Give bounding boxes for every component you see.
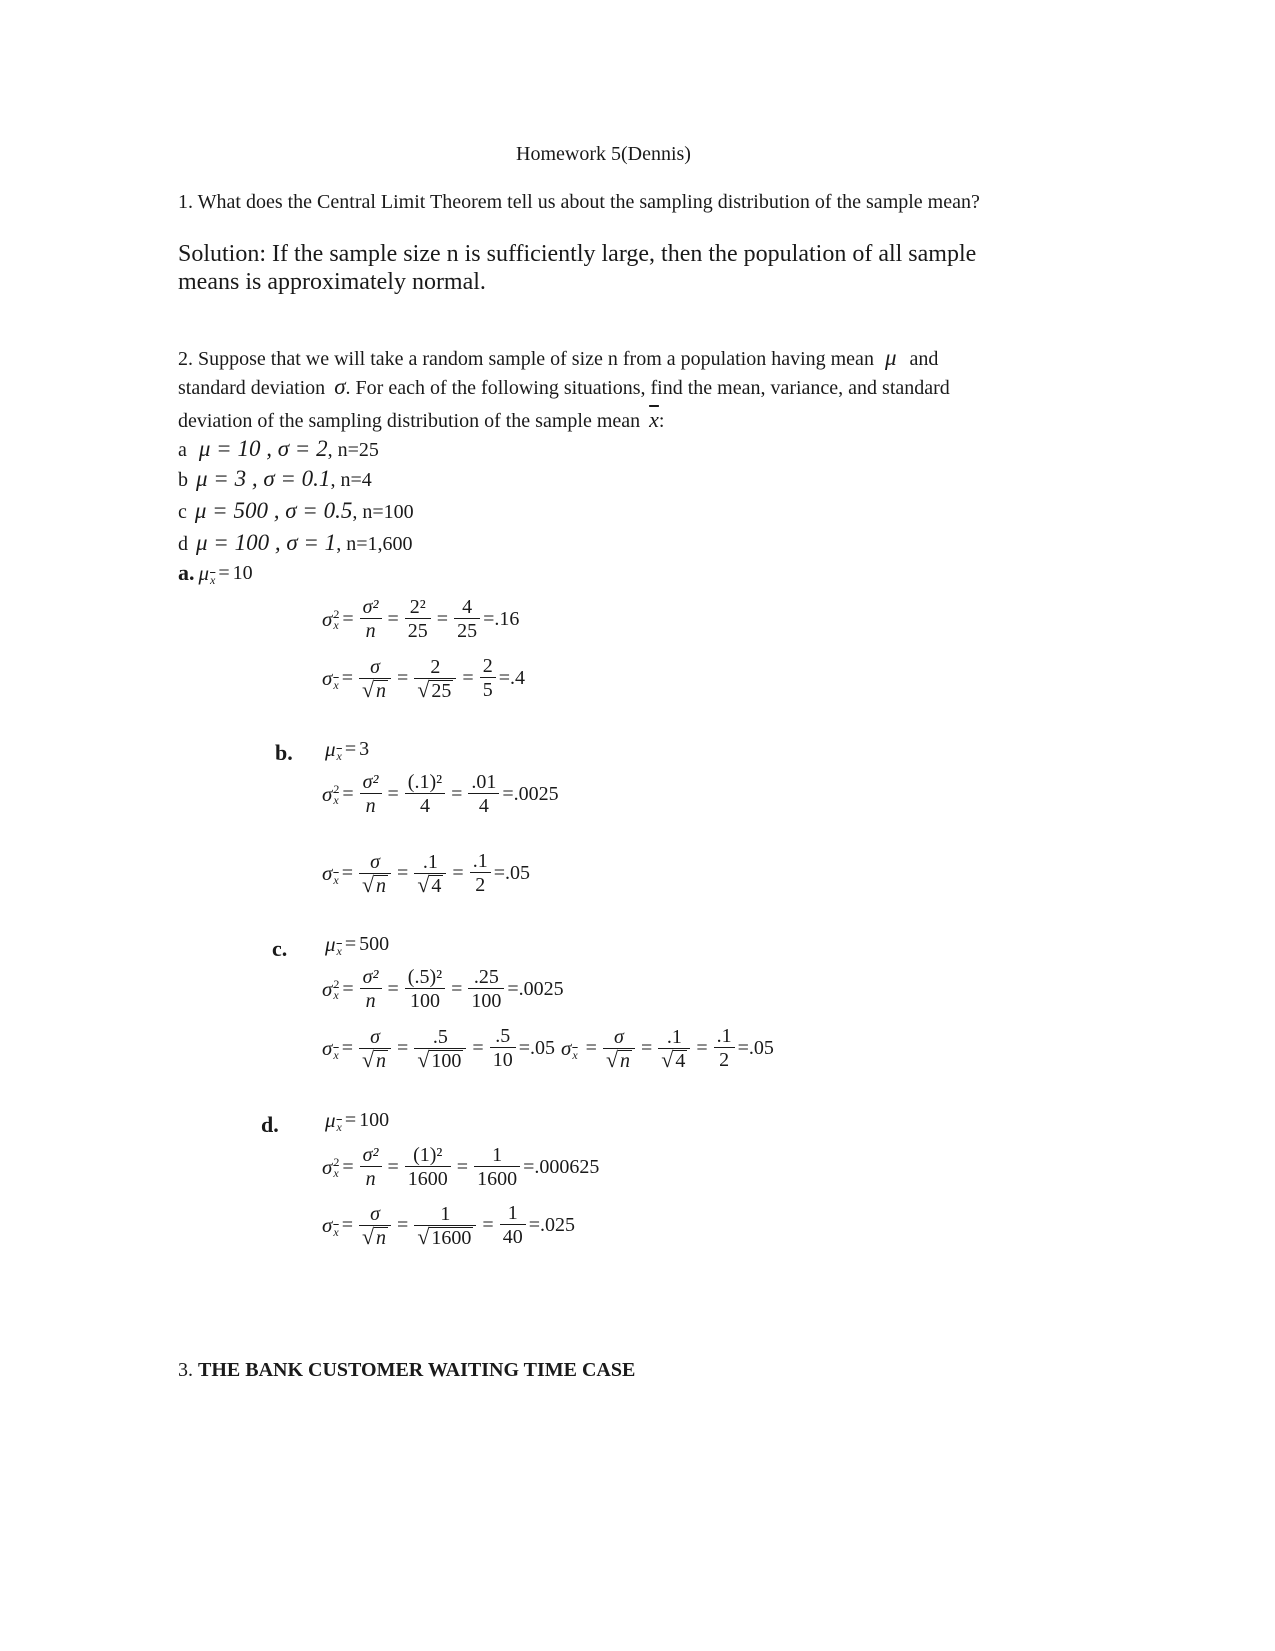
question-3-heading: 3. THE BANK CUSTOMER WAITING TIME CASE	[178, 1359, 636, 1381]
question-1: 1. What does the Central Limit Theorem tell us about the sampling distribution of the sample mean?	[178, 191, 980, 213]
question-2-line-3: deviation of the sampling distribution of the sample mean $\overline{x}$:	[178, 407, 665, 432]
answer-b-sd: σ $\overline{x}$ = σ √ n = .1 √ 4 = $\frac{.1}{2}$ =.05	[322, 850, 530, 897]
case-a: a μ = 10 , σ = 2, n=25	[178, 436, 379, 461]
answer-a-mean: a. μ $\overline{x}$ = 10	[178, 560, 253, 587]
question-2-line-1: 2. Suppose that we will take a random sample of size n from a population having mean μ and	[178, 345, 939, 370]
question-2-line-2: standard deviation σ. For each of the following situations, find the mean, variance, and standard	[178, 374, 950, 399]
page-title: Homework 5(Dennis)	[516, 143, 691, 165]
solution-line-1: Solution: If the sample size n is sufficiently large, then the population of all sample	[178, 241, 977, 267]
case-c: c μ = 500 , σ = 0.5, n=100	[178, 498, 414, 523]
answer-c-sd: σ $\overline{x}$ = σ √ n = .5 √ 100 = $\frac{.5}{10}$ =.05 σ $\overline{x}$ = σ √ n = .1 √ 4 = $\frac{.1}{2}$ =.05	[322, 1025, 774, 1072]
answer-a-sd: σ $\overline{x}$ = σ √ n = 2 √ 25 = $\frac{2}{5}$ =.4	[322, 655, 525, 702]
answer-b-variance: σ $\frac{2}{x}$ = $\frac{\text{σ²}}{n}$ = $\frac{\text{(.1)²}}{4}$ = $\frac{.01}{4}$ =.0025	[322, 771, 559, 817]
mu-symbol: μ	[884, 345, 897, 370]
answer-d-variance: σ $\frac{2}{x}$ = $\frac{\text{σ²}}{n}$ = $\frac{\text{(1)²}}{1600}$ = $\frac{1}{1600}$ =.000625	[322, 1144, 600, 1190]
answer-d-label: d.	[261, 1112, 279, 1137]
case-d: d μ = 100 , σ = 1, n=1,600	[178, 530, 413, 555]
answer-c-label: c.	[272, 936, 288, 961]
answer-d-mean: μ $\overline{x}$ = 100	[325, 1108, 390, 1134]
answer-b-label: b.	[275, 740, 293, 765]
answer-c-variance: σ $\frac{2}{x}$ = $\frac{\text{σ²}}{n}$ = $\frac{\text{(.5)²}}{100}$ = $\frac{.25}{100}$ =.0025	[322, 966, 564, 1012]
xbar-symbol: $\overline{x}$	[649, 407, 659, 432]
answer-d-sd: σ $\overline{x}$ = σ √ n = 1 √ 1600 = $\frac{1}{40}$ =.025	[322, 1202, 575, 1249]
answer-a-variance: σ $\frac{2}{x}$ = $\frac{\text{σ²}}{n}$ = $\frac{\text{2²}}{25}$ = $\frac{4}{25}$ =.16	[322, 596, 520, 642]
case-b: b μ = 3 , σ = 0.1, n=4	[178, 466, 372, 491]
sigma-symbol: σ	[334, 374, 346, 399]
solution-line-2: means is approximately normal.	[178, 269, 486, 295]
answer-c-mean: μ $\overline{x}$ = 500	[325, 932, 390, 958]
answer-b-mean: μ $\overline{x}$ = 3	[325, 737, 370, 763]
